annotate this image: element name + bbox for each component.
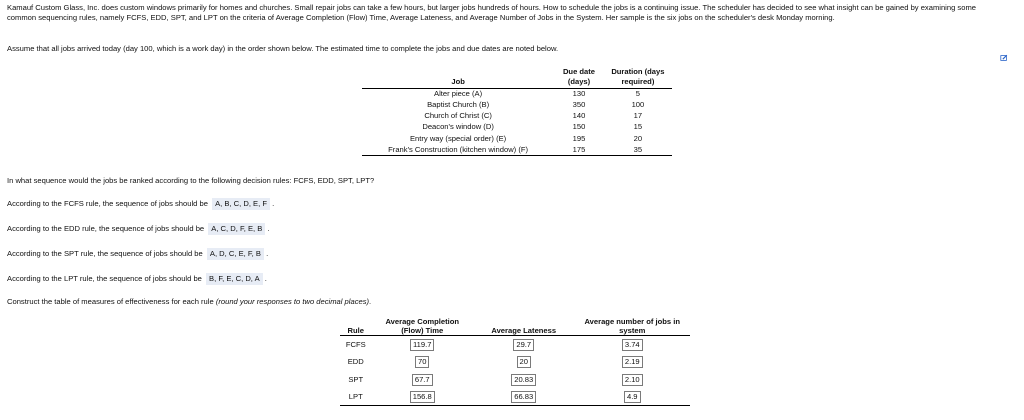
due-date-header: Due date (days) bbox=[562, 67, 596, 86]
period: . bbox=[266, 249, 269, 258]
due-date: 150 bbox=[572, 122, 586, 132]
spt-sequence-line bbox=[7, 248, 268, 260]
duration: 35 bbox=[633, 144, 643, 154]
flow-time-input[interactable]: 156.8 bbox=[410, 391, 435, 403]
job-name: Deacon's window (D) bbox=[422, 122, 494, 132]
jobs-header-row bbox=[362, 66, 672, 88]
period: . bbox=[264, 274, 267, 283]
lpt-sequence-line bbox=[7, 273, 267, 285]
table-row bbox=[362, 144, 672, 155]
construct-text: Construct the table of measures of effectiveness for each rule bbox=[7, 297, 214, 306]
pencil-icon[interactable] bbox=[1000, 54, 1008, 62]
lateness-input[interactable]: 66.83 bbox=[511, 391, 536, 403]
jobs-in-system-input[interactable]: 4.9 bbox=[624, 391, 641, 403]
spt-sequence-prefix: According to the SPT rule, the sequence of jobs should be bbox=[7, 249, 203, 258]
duration: 5 bbox=[635, 89, 641, 99]
jobs-in-system-header: Average number of jobs in system bbox=[584, 317, 680, 335]
jobs-table bbox=[362, 66, 672, 156]
table-row bbox=[340, 353, 690, 371]
job-name: Frank's Construction (kitchen window) (F) bbox=[388, 144, 529, 154]
lateness-input[interactable]: 20.83 bbox=[511, 374, 536, 386]
lateness-input[interactable]: 29.7 bbox=[513, 339, 534, 351]
job-name: Entry way (special order) (E) bbox=[409, 133, 507, 143]
due-date: 130 bbox=[572, 89, 586, 99]
intro-text: Kamauf Custom Glass, Inc. does custom windows primarily for homes and churches. Small repair jobs can take a few hours, but larger jobs hundreds of hours. How to schedule the jobs is a continuing issue. The scheduler has decided to see what insight can be gained by examining some common sequencing rules, namely FCFS, EDD, SPT, and LPT on the criteria of Average Completion (Flow) Time, Average Lateness, and Average Number of Jobs in the System. Her sample is the six jobs on the scheduler's desk Monday morning. bbox=[7, 3, 976, 22]
jobs-in-system-input[interactable]: 3.74 bbox=[622, 339, 643, 351]
lateness-input[interactable]: 20 bbox=[517, 356, 531, 368]
rule-name: FCFS bbox=[345, 340, 366, 349]
rule-name: LPT bbox=[348, 392, 363, 401]
assume-text: Assume that all jobs arrived today (day 100, which is a work day) in the order shown below. The estimated time to complete the jobs and due dates are noted below. bbox=[7, 44, 559, 53]
job-name: Baptist Church (B) bbox=[427, 100, 490, 110]
job-header: Job bbox=[451, 76, 465, 86]
edd-sequence-line bbox=[7, 223, 270, 235]
flow-time-input[interactable]: 119.7 bbox=[410, 339, 434, 351]
flow-time-input[interactable]: 67.7 bbox=[412, 374, 433, 386]
measures-table bbox=[340, 318, 690, 406]
construct-instruction bbox=[7, 297, 371, 307]
due-date: 350 bbox=[572, 100, 586, 110]
lpt-sequence-prefix: According to the LPT rule, the sequence of jobs should be bbox=[7, 274, 202, 283]
table-row bbox=[340, 336, 690, 354]
due-date: 195 bbox=[572, 133, 586, 143]
fcfs-sequence-line bbox=[7, 198, 274, 210]
lpt-sequence-answer[interactable]: B, F, E, C, D, A bbox=[206, 273, 263, 285]
duration: 15 bbox=[633, 122, 643, 132]
jobs-in-system-input[interactable]: 2.10 bbox=[622, 374, 643, 386]
table-row bbox=[340, 388, 690, 406]
due-date: 140 bbox=[572, 111, 586, 121]
construct-end: . bbox=[369, 297, 372, 306]
fcfs-sequence-prefix: According to the FCFS rule, the sequence of jobs should be bbox=[7, 199, 208, 208]
job-name: Church of Christ (C) bbox=[424, 111, 492, 121]
table-row bbox=[340, 371, 690, 389]
fcfs-sequence-answer[interactable]: A, B, C, D, E, F bbox=[212, 198, 270, 210]
duration-header: Duration (days required) bbox=[611, 67, 665, 86]
construct-note: (round your responses to two decimal places) bbox=[215, 297, 370, 306]
job-name: Alter piece (A) bbox=[434, 89, 483, 99]
measures-header-row bbox=[340, 318, 690, 336]
table-row bbox=[362, 122, 672, 133]
sequence-question: In what sequence would the jobs be ranked according to the following decision rules: FCFS, EDD, SPT, LPT? bbox=[7, 176, 375, 185]
rule-name: SPT bbox=[348, 374, 364, 384]
duration: 20 bbox=[633, 133, 643, 143]
lateness-header: Average Lateness bbox=[491, 325, 557, 335]
table-row bbox=[362, 133, 672, 144]
period: . bbox=[267, 224, 270, 233]
jobs-in-system-input[interactable]: 2.19 bbox=[622, 356, 643, 368]
rule-header: Rule bbox=[347, 325, 364, 335]
duration: 100 bbox=[631, 100, 645, 110]
flow-time-header: Average Completion (Flow) Time bbox=[385, 317, 460, 335]
edd-sequence-prefix: According to the EDD rule, the sequence of jobs should be bbox=[7, 224, 205, 233]
table-row bbox=[362, 99, 672, 110]
table-row bbox=[362, 111, 672, 122]
spt-sequence-answer[interactable]: A, D, C, E, F, B bbox=[207, 248, 264, 260]
edd-sequence-answer[interactable]: A, C, D, F, E, B bbox=[208, 223, 265, 235]
duration: 17 bbox=[633, 111, 643, 121]
table-row bbox=[362, 88, 672, 99]
period: . bbox=[272, 199, 275, 208]
due-date: 175 bbox=[572, 144, 586, 154]
rule-name: EDD bbox=[347, 357, 364, 367]
flow-time-input[interactable]: 70 bbox=[415, 356, 429, 368]
